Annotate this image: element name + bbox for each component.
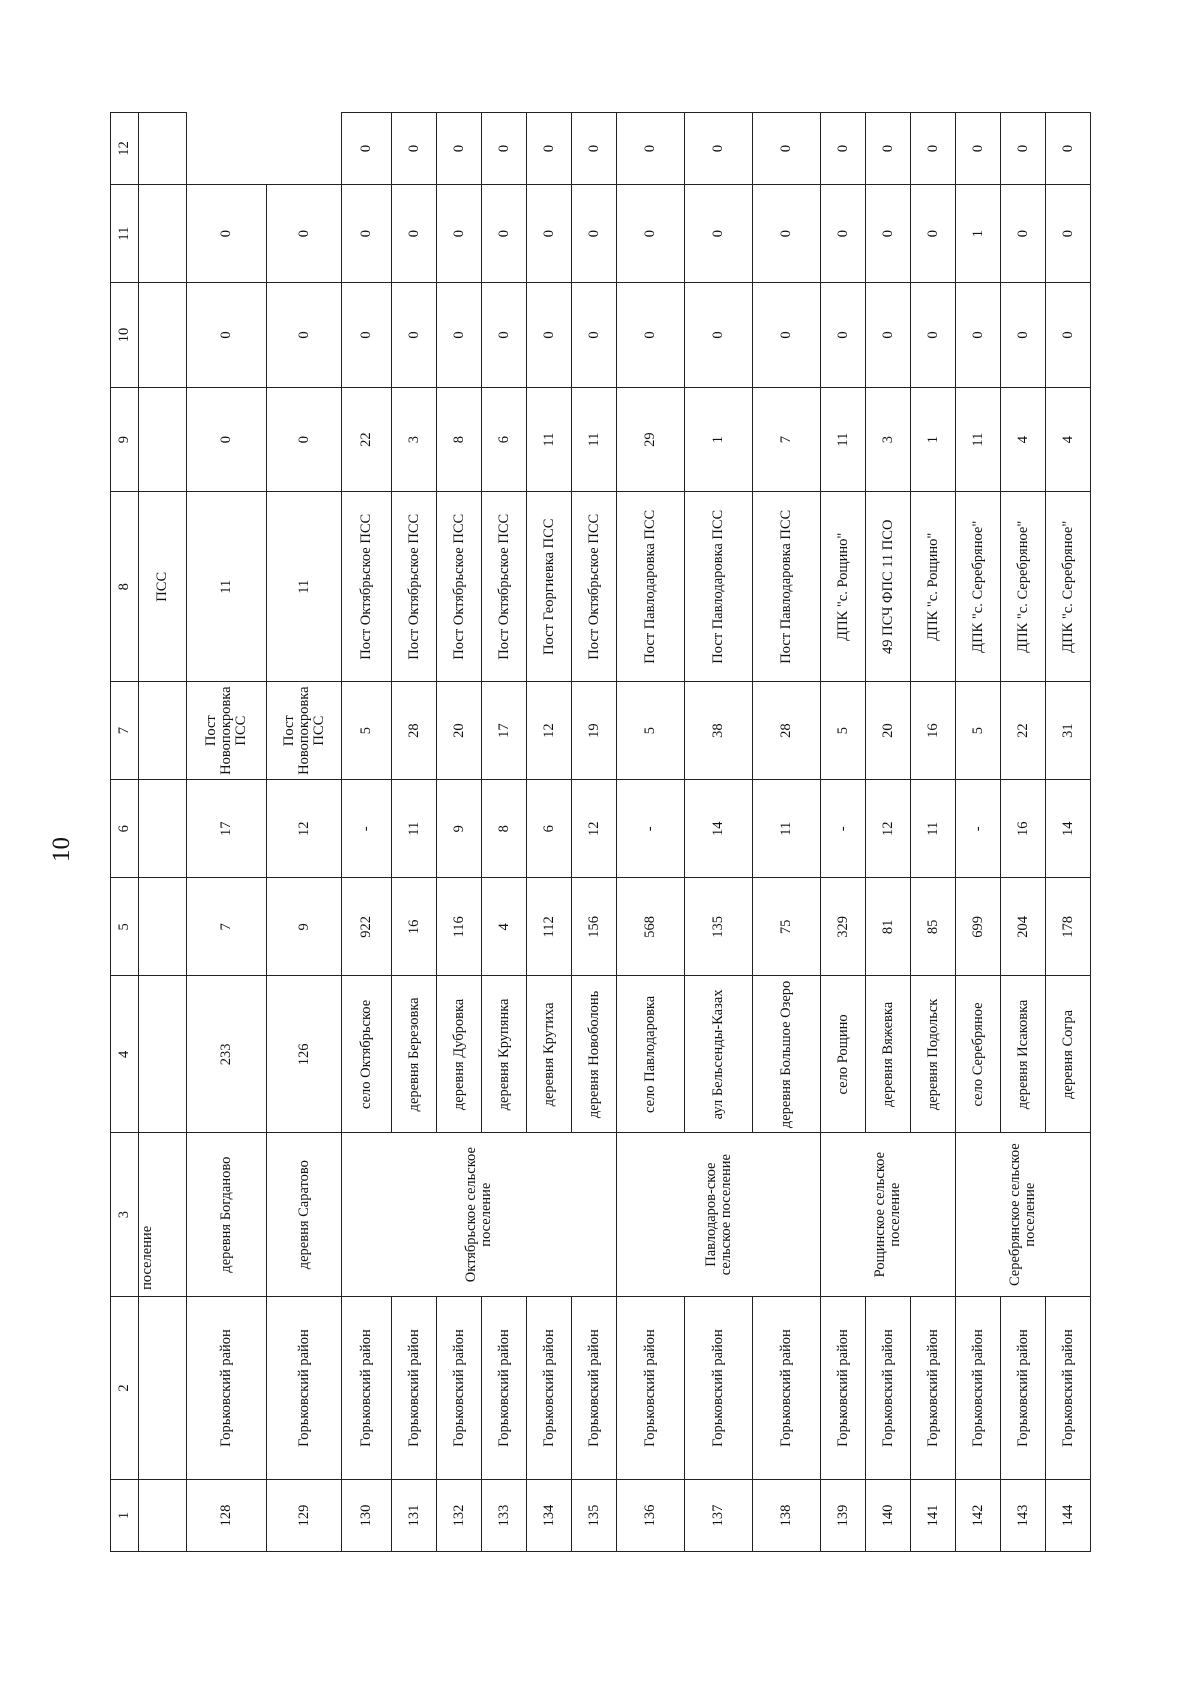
station-cell: 49 ПСЧ ФПС 11 ПСО: [866, 492, 911, 682]
value-cell-7: 5: [617, 682, 685, 780]
value-cell-9: 4: [1001, 387, 1046, 492]
value-cell-9: 22: [342, 387, 392, 492]
value-cell-11: 0: [911, 185, 956, 283]
table-row: [866, 113, 911, 1552]
value-cell-12: 0: [342, 113, 392, 185]
rotated-table-container: [110, 112, 1076, 1552]
col-header: 5: [111, 878, 139, 976]
value-cell-6: 14: [685, 780, 753, 878]
col-header: 8: [111, 492, 139, 682]
row-number-cell: 132: [437, 1480, 482, 1552]
settlement-cell: село Рощино: [821, 976, 866, 1133]
value-cell-11: 0: [527, 185, 572, 283]
value-cell-11: 0: [187, 283, 267, 388]
value-cell-6: 6: [527, 780, 572, 878]
row-number-cell: 137: [685, 1480, 753, 1552]
settlement-cell: деревня Березовка: [392, 976, 437, 1133]
value-cell-9: 8: [437, 387, 482, 492]
district-cell: Горьковский район: [866, 1296, 911, 1479]
municipality-cell: Павлодаров-ское сельское поселение: [617, 1133, 821, 1297]
population-cell: 4: [482, 878, 527, 976]
value-cell-10: 0: [753, 283, 821, 388]
table-row: [572, 113, 617, 1552]
value-cell-9: 7: [753, 387, 821, 492]
table-row: [821, 113, 866, 1552]
value-cell-6: 14: [1046, 780, 1091, 878]
value-cell-12: 0: [821, 113, 866, 185]
population-cell: 156: [572, 878, 617, 976]
district-cell: Горьковский район: [617, 1296, 685, 1479]
table-row: [267, 113, 342, 1552]
value-cell-12: 0: [1001, 113, 1046, 185]
station-cell: ПСС: [139, 492, 187, 682]
row-number-cell: 136: [617, 1480, 685, 1552]
value-cell-6: 11: [753, 780, 821, 878]
district-cell: Горьковский район: [821, 1296, 866, 1479]
district-cell: Горьковский район: [572, 1296, 617, 1479]
table-row: [956, 113, 1001, 1552]
col-header: 12: [111, 113, 139, 185]
settlement-cell: деревня Исаковка: [1001, 976, 1046, 1133]
settlement-cell: деревня Крупянка: [482, 976, 527, 1133]
value-cell-11: 0: [482, 185, 527, 283]
row-number-cell: 138: [753, 1480, 821, 1552]
table-row: [527, 113, 572, 1552]
population-cell: 16: [392, 878, 437, 976]
settlement-cell: деревня Саратово: [267, 1133, 342, 1297]
value-cell-9: 11: [187, 492, 267, 682]
value-cell-6: -: [821, 780, 866, 878]
settlement-cell: аул Бельсенды-Казах: [685, 976, 753, 1133]
row-number-cell: 140: [866, 1480, 911, 1552]
population-cell: 329: [821, 878, 866, 976]
value-cell-9: 11: [572, 387, 617, 492]
value-cell-7: 20: [437, 682, 482, 780]
value-cell-7: 17: [187, 780, 267, 878]
value-cell-10: 0: [187, 387, 267, 492]
value-cell-7: 12: [267, 780, 342, 878]
district-cell: Горьковский район: [1001, 1296, 1046, 1479]
row-number-cell: 141: [911, 1480, 956, 1552]
district-cell: Горьковский район: [956, 1296, 1001, 1479]
value-cell-10: 0: [267, 387, 342, 492]
table-row: [911, 113, 956, 1552]
district-cell: Горьковский район: [342, 1296, 392, 1479]
district-cell: Горьковский район: [527, 1296, 572, 1479]
settlement-cell: деревня Вяжевка: [866, 976, 911, 1133]
value-cell-7: 17: [482, 682, 527, 780]
population-cell: 75: [753, 878, 821, 976]
value-cell-11: 0: [753, 185, 821, 283]
district-cell: Горьковский район: [482, 1296, 527, 1479]
settlement-cell: деревня Согра: [1046, 976, 1091, 1133]
population-cell: 116: [437, 878, 482, 976]
value-cell-9: 11: [267, 492, 342, 682]
station-cell: Пост Павлодаровка ПСС: [753, 492, 821, 682]
district-cell: Горьковский район: [392, 1296, 437, 1479]
table-row: [482, 113, 527, 1552]
population-cell: 922: [342, 878, 392, 976]
district-cell: Горьковский район: [753, 1296, 821, 1479]
value-cell-7: 19: [572, 682, 617, 780]
col-header: 6: [111, 780, 139, 878]
value-cell-10: 0: [482, 283, 527, 388]
station-cell: Пост Октябрьское ПСС: [342, 492, 392, 682]
table-row: [753, 113, 821, 1552]
value-cell-7: 22: [1001, 682, 1046, 780]
row-number-cell: 143: [1001, 1480, 1046, 1552]
district-cell: Горьковский район: [187, 1296, 267, 1479]
value-cell-10: 0: [1046, 283, 1091, 388]
row-number-cell: 139: [821, 1480, 866, 1552]
value-cell-6: -: [956, 780, 1001, 878]
value-cell-6: 16: [1001, 780, 1046, 878]
value-cell-12: 0: [267, 185, 342, 283]
value-cell-11: 0: [617, 185, 685, 283]
value-cell-12: 0: [392, 113, 437, 185]
table-row: [392, 113, 437, 1552]
value-cell-12: 0: [685, 113, 753, 185]
value-cell-11: 0: [437, 185, 482, 283]
value-cell-6: 9: [437, 780, 482, 878]
station-cell: Пост Октябрьское ПСС: [392, 492, 437, 682]
population-cell: 204: [1001, 878, 1046, 976]
value-cell-11: 1: [956, 185, 1001, 283]
station-cell: Пост Георгиевка ПСС: [527, 492, 572, 682]
table-row: [437, 113, 482, 1552]
value-cell-10: 0: [956, 283, 1001, 388]
value-cell-10: 0: [342, 283, 392, 388]
value-cell-7: 28: [753, 682, 821, 780]
row-number-cell: 135: [572, 1480, 617, 1552]
value-cell-7: 5: [342, 682, 392, 780]
value-cell-10: 0: [617, 283, 685, 388]
value-cell-11: 0: [866, 185, 911, 283]
value-cell-9: 1: [685, 387, 753, 492]
col-header: 9: [111, 387, 139, 492]
station-cell: ДПК "с. Серебряное": [1001, 492, 1046, 682]
value-cell-6: -: [617, 780, 685, 878]
value-cell-9: 11: [527, 387, 572, 492]
value-cell-12: 0: [187, 185, 267, 283]
population-cell: 81: [866, 878, 911, 976]
population-cell: 233: [187, 976, 267, 1133]
value-cell-10: 0: [527, 283, 572, 388]
value-cell-7: 5: [821, 682, 866, 780]
municipality-cell: Рощинское сельское поселение: [821, 1133, 956, 1297]
settlement-cell: деревня Новоболонь: [572, 976, 617, 1133]
col-header: 10: [111, 283, 139, 388]
station-cell: Пост Октябрьское ПСС: [482, 492, 527, 682]
value-cell-9: 29: [617, 387, 685, 492]
municipality-cell: Октябрьское сельское поселение: [342, 1133, 617, 1297]
col-header: 3: [111, 1133, 139, 1297]
col-header: 4: [111, 976, 139, 1133]
district-cell: Горьковский район: [437, 1296, 482, 1479]
population-cell: 135: [685, 878, 753, 976]
col-header: 2: [111, 1296, 139, 1479]
row-number-cell: 133: [482, 1480, 527, 1552]
value-cell-12: 0: [437, 113, 482, 185]
value-cell-7: 38: [685, 682, 753, 780]
value-cell-12: 0: [956, 113, 1001, 185]
value-cell-7: 28: [392, 682, 437, 780]
district-cell: Горьковский район: [685, 1296, 753, 1479]
population-cell: 699: [956, 878, 1001, 976]
table-row: [1046, 113, 1091, 1552]
table-row: [617, 113, 685, 1552]
value-cell-11: 0: [821, 185, 866, 283]
station-cell: Пост Павлодаровка ПСС: [685, 492, 753, 682]
population-cell: 112: [527, 878, 572, 976]
value-cell-10: 0: [685, 283, 753, 388]
col-header: 7: [111, 682, 139, 780]
value-cell-10: 0: [866, 283, 911, 388]
row-number-cell: 144: [1046, 1480, 1091, 1552]
population-cell: 85: [911, 878, 956, 976]
settlement-cell: деревня Дубровка: [437, 976, 482, 1133]
value-cell-12: 0: [617, 113, 685, 185]
value-cell-11: 0: [1001, 185, 1046, 283]
value-cell-10: 0: [572, 283, 617, 388]
value-cell-11: 0: [685, 185, 753, 283]
table-row: [1001, 113, 1046, 1552]
value-cell-9: 1: [911, 387, 956, 492]
value-cell-6: -: [342, 780, 392, 878]
population-cell: 126: [267, 976, 342, 1133]
municipality-cell: Серебрянское сельское поселение: [956, 1133, 1091, 1297]
station-cell: Пост Новопокровка ПСС: [267, 682, 342, 780]
settlement-cell: село Павлодаровка: [617, 976, 685, 1133]
table-row: [685, 113, 753, 1552]
value-cell-9: 3: [866, 387, 911, 492]
header-row: [111, 113, 139, 1552]
station-cell: Пост Новопокровка ПСС: [187, 682, 267, 780]
value-cell-10: 0: [392, 283, 437, 388]
value-cell-7: 5: [956, 682, 1001, 780]
value-cell-7: 20: [866, 682, 911, 780]
settlement-cell: деревня Крутиха: [527, 976, 572, 1133]
value-cell-6: 8: [482, 780, 527, 878]
col-header: 11: [111, 185, 139, 283]
table-row: [342, 113, 392, 1552]
municipality-cell: поселение: [139, 1133, 187, 1297]
settlement-cell: село Серебряное: [956, 976, 1001, 1133]
value-cell-11: 0: [572, 185, 617, 283]
settlement-cell: село Октябрьское: [342, 976, 392, 1133]
population-cell: 178: [1046, 878, 1091, 976]
value-cell-12: 0: [911, 113, 956, 185]
district-cell: Горьковский район: [1046, 1296, 1091, 1479]
value-cell-10: 0: [911, 283, 956, 388]
row-number-cell: 134: [527, 1480, 572, 1552]
row-number-cell: 128: [187, 1480, 267, 1552]
value-cell-12: 0: [753, 113, 821, 185]
value-cell-12: 0: [572, 113, 617, 185]
value-cell-11: 0: [1046, 185, 1091, 283]
continuation-row: [139, 113, 187, 1552]
value-cell-9: 3: [392, 387, 437, 492]
value-cell-11: 0: [342, 185, 392, 283]
station-cell: ДПК "с. Рощино": [911, 492, 956, 682]
value-cell-6: 9: [267, 878, 342, 976]
value-cell-11: 0: [267, 283, 342, 388]
station-cell: Пост Павлодаровка ПСС: [617, 492, 685, 682]
value-cell-6: 11: [911, 780, 956, 878]
table-row: [187, 113, 267, 1552]
value-cell-12: 0: [482, 113, 527, 185]
row-number-cell: 131: [392, 1480, 437, 1552]
value-cell-6: 12: [866, 780, 911, 878]
station-cell: Пост Октябрьское ПСС: [572, 492, 617, 682]
value-cell-12: 0: [866, 113, 911, 185]
settlement-cell: деревня Большое Озеро: [753, 976, 821, 1133]
row-number-cell: 130: [342, 1480, 392, 1552]
value-cell-12: 0: [527, 113, 572, 185]
settlement-cell: деревня Богданово: [187, 1133, 267, 1297]
station-cell: ДПК "с. Серебряное": [1046, 492, 1091, 682]
col-header: 1: [111, 1480, 139, 1552]
settlements-table: [110, 112, 1091, 1552]
value-cell-6: 12: [572, 780, 617, 878]
value-cell-9: 11: [956, 387, 1001, 492]
population-cell: 568: [617, 878, 685, 976]
value-cell-7: 16: [911, 682, 956, 780]
value-cell-9: 6: [482, 387, 527, 492]
value-cell-10: 0: [821, 283, 866, 388]
station-cell: ДПК "с. Серебряное": [956, 492, 1001, 682]
value-cell-9: 11: [821, 387, 866, 492]
value-cell-7: 12: [527, 682, 572, 780]
district-cell: Горьковский район: [911, 1296, 956, 1479]
district-cell: Горьковский район: [267, 1296, 342, 1479]
value-cell-10: 0: [1001, 283, 1046, 388]
value-cell-9: 4: [1046, 387, 1091, 492]
settlement-cell: деревня Подольск: [911, 976, 956, 1133]
value-cell-7: 31: [1046, 682, 1091, 780]
station-cell: ДПК "с. Рощино": [821, 492, 866, 682]
row-number-cell: 142: [956, 1480, 1001, 1552]
page-number: 10: [48, 837, 75, 862]
row-number-cell: 129: [267, 1480, 342, 1552]
table-body: [187, 113, 1091, 1552]
value-cell-6: 11: [392, 780, 437, 878]
station-cell: Пост Октябрьское ПСС: [437, 492, 482, 682]
value-cell-12: 0: [1046, 113, 1091, 185]
value-cell-10: 0: [437, 283, 482, 388]
value-cell-11: 0: [392, 185, 437, 283]
value-cell-6: 7: [187, 878, 267, 976]
